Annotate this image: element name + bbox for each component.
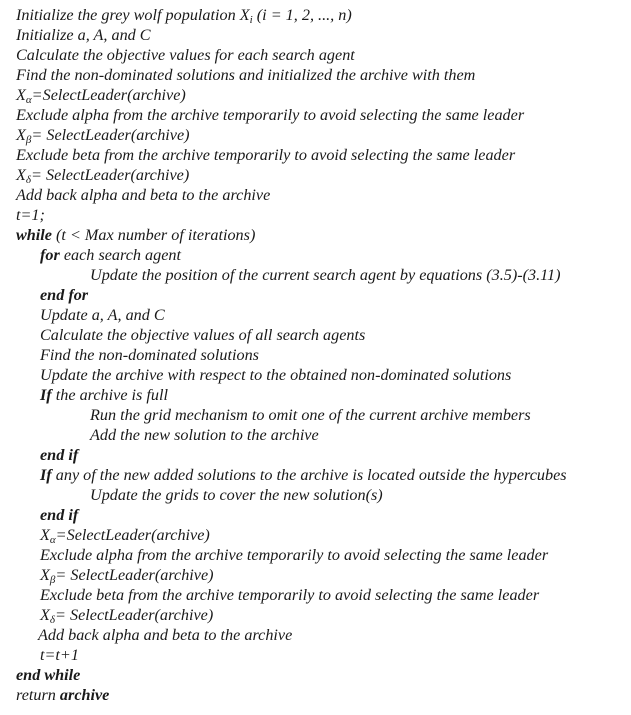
line-return: return archive [16, 686, 110, 704]
line-select-delta-2: $X_\delta=$ SelectLeader(archive) [40, 606, 214, 626]
line-end-if-2: end if [40, 506, 79, 524]
line-end-if-1: end if [40, 446, 79, 464]
line-exclude-alpha: Exclude alpha from the archive temporarily to avoid selecting the same leader [16, 106, 525, 124]
line-add-back: Add back alpha and beta to the archive [16, 186, 271, 204]
line-init-params: Initialize a, A, and C [16, 26, 151, 44]
line-update-params: Update a, A, and C [40, 306, 165, 324]
line-select-beta-2: $X_\beta=$ SelectLeader(archive) [40, 566, 214, 586]
line-exclude-beta-2: Exclude beta from the archive temporarily to avoid selecting the same leader [40, 586, 540, 604]
line-for: for each search agent [40, 246, 182, 264]
line-t-increment: t=t+1 [40, 646, 79, 664]
line-update-grids: Update the grids to cover the new solution(s) [90, 486, 383, 504]
line-add-solution: Add the new solution to the archive [90, 426, 319, 444]
line-update-position: Update the position of the current search agent by equations (3.5)-(3.11) [90, 266, 561, 284]
line-update-archive: Update the archive with respect to the obtained non-dominated solutions [40, 366, 512, 384]
line-select-alpha: $X_\alpha=SelectLeader(archive)$ [16, 86, 186, 106]
line-find-nondominated-2: Find the non-dominated solutions [40, 346, 259, 364]
line-end-while: end while [16, 666, 81, 684]
line-exclude-alpha-2: Exclude alpha from the archive temporarily to avoid selecting the same leader [40, 546, 549, 564]
line-calc-objectives: Calculate the objective values for each search agent [16, 46, 355, 64]
line-t-init: t=1; [16, 206, 45, 224]
line-if-outside: If any of the new added solutions to the archive is located outside the hypercubes [40, 466, 567, 484]
line-find-nondominated: Find the non-dominated solutions and initialized the archive with them [16, 66, 476, 84]
line-end-for: end for [40, 286, 89, 304]
line-exclude-beta: Exclude beta from the archive temporarily to avoid selecting the same leader [16, 146, 516, 164]
line-calc-all-objectives: Calculate the objective values of all search agents [40, 326, 366, 344]
line-select-beta: $X_\beta=$ SelectLeader(archive) [16, 126, 190, 146]
line-select-alpha-2: $X_\alpha=SelectLeader(archive)$ [40, 526, 210, 546]
line-run-grid: Run the grid mechanism to omit one of the current archive members [90, 406, 531, 424]
line-while: while (t < Max number of iterations) [16, 226, 256, 244]
line-add-back-2: Add back alpha and beta to the archive [38, 626, 293, 644]
line-if-full: If the archive is full [40, 386, 168, 404]
line-init-population: Initialize the grey wolf population $X_i$ (i = 1, 2, ..., n) [16, 6, 352, 26]
line-select-delta: $X_\delta=$ SelectLeader(archive) [16, 166, 190, 186]
